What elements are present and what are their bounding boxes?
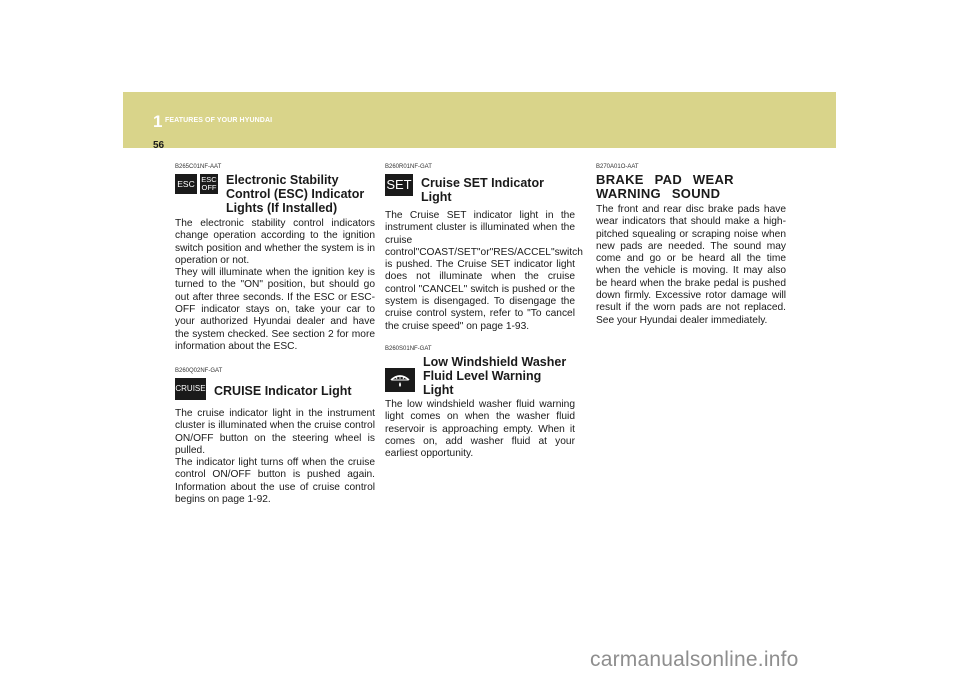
esc-off-icon: ESC OFF [201,175,217,192]
chapter-title: FEATURES OF YOUR HYUNDAI [165,117,273,124]
cruise-icon: CRUISE [175,378,206,400]
column-right [596,164,786,327]
watermark: carmanualsonline.info [590,648,799,671]
section-cruise [175,368,375,506]
section-body: The front and rear disc brake pads have wear indicators that should make a high-pitched squealing or scraping noise when new pads are needed. The sound may come and go or be heard all the time when the vehicle is moving. It may also be heard when the brake pedal is pushed down firmly. Excessive rotor damage will result if the worn pads are not replaced. See your Hyundai dealer immediately. [596,204,786,326]
page-number: 56 [153,140,165,151]
column-left [175,164,375,506]
section-code: B270A01O-AAT [596,164,639,170]
section-brake [596,164,786,327]
column-middle [385,164,583,460]
section-code: B260Q02NF-GAT [175,368,223,374]
section-body: The electronic stability control indicators change operation according to the ignition switch position and whether the system is in operation or not. They will illuminate when the ignition key is turned to the "ON" position, but should go out after three seconds. If the ESC or ESC-OFF indicator stays on, take your car to your authorized Hyundai dealer and have the system checked. See section 2 for more information about the ESC. [175,218,375,352]
section-code: B265C01NF-AAT [175,164,222,170]
section-body: The Cruise SET indicator light in the instrument cluster is illuminated when the cruise control"COAST/SET"or"RES/ACCEL"switch is pushed. The Cruise SET indicator light does not illuminate when the cruise control "CANCEL" switch is pushed or the system is disengaged. To disengage the cruise control system, refer to "To cancel the cruise speed" on page 1-93. [385,210,583,332]
washer-fluid-icon [385,368,415,392]
section-set [385,164,583,333]
chapter-number: 1 [153,112,163,131]
section-washer [385,346,575,460]
section-title: Electronic Stability Control (ESC) Indicator Lights (If Installed) [226,173,365,215]
section-code: B260R01NF-GAT [385,164,432,170]
section-code: B260S01NF-GAT [385,346,432,352]
section-title: BRAKE PAD WEAR WARNING SOUND [596,172,734,201]
section-esc [175,164,375,353]
section-title: Low Windshield Washer Fluid Level Warning Light [423,355,567,397]
section-body: The cruise indicator light in the instrument cluster is illuminated when the cruise control ON/OFF button on the steering wheel is pulled. The indicator light turns off when the cruise control ON/OFF button is pushed again. Information about the use of cruise control begins on page 1-92. [175,408,375,506]
section-title: CRUISE Indicator Light [214,384,352,398]
esc-icon: ESC [175,174,197,194]
section-body: The low windshield washer fluid warning light comes on when the washer fluid reservoir is approaching empty. When it comes on, add washer fluid at your earliest opportunity. [385,399,575,460]
section-title: Cruise SET Indicator Light [421,176,544,204]
set-icon: SET [385,174,413,196]
